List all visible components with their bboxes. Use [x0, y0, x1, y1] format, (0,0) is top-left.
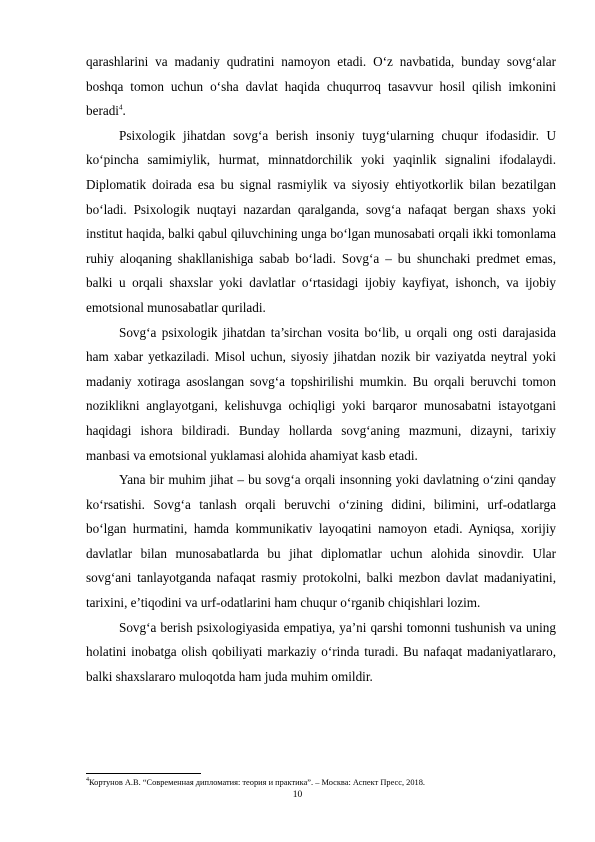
page-body — [86, 50, 556, 689]
footnote-divider — [86, 773, 201, 774]
footnote-reference[interactable]: 4 — [118, 103, 123, 112]
paragraph-3: Sovg‘a psixologik jihatdan ta’sirchan vosita bo‘lib, u orqali ong osti darajasida ham xabar yetkaziladi. Misol uchun, siyosiy jihatdan nozik bir vaziyatda neytral yoki madaniy xotiraga asoslangan sovg‘a topshirilishi mumkin. Bu orqali beruvchi tomon noziklikni anglayotgani, kelishuvga ochiqligi yoki barqaror munosabatni istayotgani haqidagi ishora bildiradi. Bunday hollarda sovg‘aning mazmuni, dizayni, tarixiy manbasi va emotsional yuklamasi alohida ahamiyat kasb etadi. — [86, 324, 556, 463]
paragraph-1 — [86, 50, 556, 124]
footnote — [86, 777, 556, 788]
paragraph-5: Sovg‘a berish psixologiyasida empatiya, ya’ni qarshi tomonni tushunish va uning holatini inobatga olish qobiliyati markaziy o‘rinda turadi. Bu nafaqat madaniyatlararo, balki shaxslararo muloqotda ham juda muhim omildir. — [86, 619, 556, 684]
footnote-marker: 4 — [86, 777, 89, 784]
paragraph-2: Psixologik jihatdan sovg‘a berish insoniy tuyg‘ularning chuqur ifodasidir. U ko‘pincha samimiylik, hurmat, minnatdorchilik yoki yaqinlik signalini ifodalaydi. Diplomatik doirada esa bu signal rasmiylik va siyosiy ehtiyotkorlik bilan bezatilgan bo‘ladi. Psixologik nuqtayi nazardan qaralganda, sovg‘a nafaqat bergan shaxs yoki institut haqida, balki qabul qiluvchining unga bo‘lgan munosabati orqali ikki tomonlama ruhiy aloqaning shakllanishiga sabab bo‘ladi. Sovg‘a – bu shunchaki predmet emas, balki u orqali shaxslar yoki davlatlar o‘rtasidagi ijobiy kayfiyat, ishonch, va ijobiy emotsional munosabatlar quriladi. — [86, 127, 556, 315]
paragraph-1-tail: . — [122, 103, 126, 119]
paragraph-4: Yana bir muhim jihat – bu sovg‘a orqali insonning yoki davlatning o‘zini qanday ko‘rsatishi. Sovg‘a tanlash orqali beruvchi o‘zining didini, bilimini, urf-odatlarga bo‘lgan hurmatini, hamda kommunikativ layoqatini namoyon etadi. Ayniqsa, xorijiy davlatlar bilan munosabatlarda bu jihat diplomatlar uchun alohida sinovdir. Ular sovg‘ani tanlayotganda nafaqat rasmiy protokolni, balki mezbon davlat madaniyatini, tarixini, e’tiqodini va urf-odatlarini ham chuqur o‘rganib chiqishlari lozim. — [86, 472, 556, 611]
page-number: 10 — [292, 790, 303, 800]
paragraph-1-text: qarashlarini va madaniy qudratini namoyon etadi. O‘z navbatida, bunday sovg‘alar boshqa tomon uchun o‘sha davlat haqida chuqurroq tasavvur hosil qilish imkonini beradi — [86, 54, 556, 119]
footnote-text: Кортунов А.В. “Современная дипломатия: теория и практика”. – Москва: Аспект Пресс, 2018. — [89, 778, 425, 787]
